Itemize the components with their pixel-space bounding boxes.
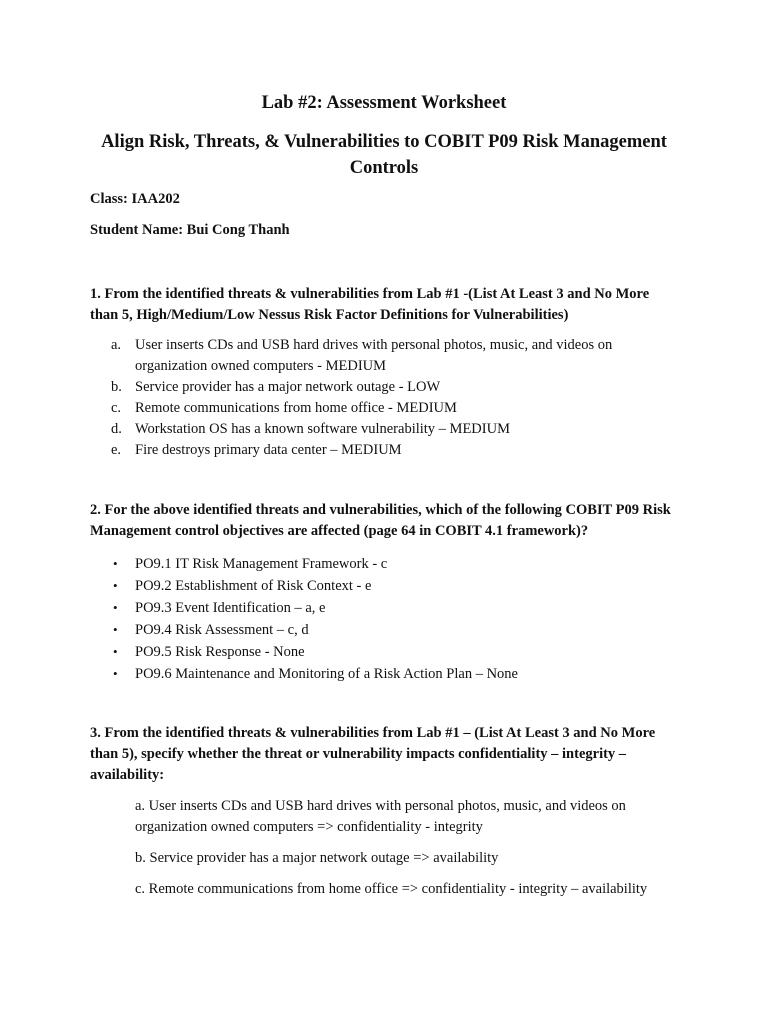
- question-2: 2. For the above identified threats and vulnerabilities, which of the following COBIT P09 Risk Management control objectives are affected (page 64 in COBIT 4.1 framework)?: [90, 502, 671, 539]
- list-item: [0, 575, 655, 597]
- list-item: [0, 377, 655, 398]
- bullet-icon: •: [113, 600, 118, 615]
- list-item-text: User inserts CDs and USB hard drives with personal photos, music, and videos on organization owned computers - MEDIUM: [135, 337, 613, 374]
- list-item-text: Service provider has a major network outage - LOW: [135, 379, 441, 395]
- list-item-text: Remote communications from home office - MEDIUM: [135, 400, 457, 416]
- list-item: [0, 440, 655, 461]
- list-item-text: Workstation OS has a known software vulnerability – MEDIUM: [135, 421, 510, 437]
- list-item-text: PO9.3 Event Identification – a, e: [135, 600, 326, 616]
- list-marker: a.: [111, 337, 122, 353]
- class-label: Class: IAA202: [90, 191, 180, 207]
- list-item: [0, 419, 655, 440]
- list-item-text: PO9.6 Maintenance and Monitoring of a Risk Action Plan – None: [135, 666, 518, 682]
- list-item: [0, 663, 655, 685]
- question-3-answer-b: b. Service provider has a major network outage => availability: [135, 850, 499, 866]
- question-3: 3. From the identified threats & vulnerabilities from Lab #1 – (List At Least 3 and No More than 5), specify whether the threat or vulnerability impacts confidentiality – integrity – availability:: [90, 725, 656, 783]
- question-3-answer-a: a. User inserts CDs and USB hard drives with personal photos, music, and videos on organization owned computers => confidentiality - integrity: [135, 798, 626, 835]
- document-subtitle: Align Risk, Threats, & Vulnerabilities to COBIT P09 Risk Management Controls: [101, 132, 667, 178]
- list-marker: c.: [111, 400, 122, 416]
- question-1: 1. From the identified threats & vulnerabilities from Lab #1 -(List At Least 3 and No More than 5, High/Medium/Low Nessus Risk Factor Definitions for Vulnerabilities): [90, 286, 650, 323]
- question-1-answer-list: [0, 335, 655, 461]
- document-title: Lab #2: Assessment Worksheet: [261, 93, 507, 113]
- list-item: [0, 619, 655, 641]
- list-item: [0, 597, 655, 619]
- list-item: [0, 641, 655, 663]
- bullet-icon: •: [113, 666, 118, 681]
- question-3-answer-c: c. Remote communications from home office => confidentiality - integrity – availability: [135, 881, 648, 897]
- list-item-text: PO9.2 Establishment of Risk Context - e: [135, 578, 372, 594]
- list-item-text: PO9.1 IT Risk Management Framework - c: [135, 556, 388, 572]
- list-item: [0, 335, 655, 377]
- list-marker: e.: [111, 442, 122, 458]
- list-item-text: Fire destroys primary data center – MEDIUM: [135, 442, 402, 458]
- list-marker: b.: [111, 379, 122, 395]
- question-2-answer-list: [0, 553, 655, 685]
- list-item: [0, 553, 655, 575]
- list-item: [0, 398, 655, 419]
- bullet-icon: •: [113, 578, 118, 593]
- bullet-icon: •: [113, 644, 118, 659]
- student-name-label: Student Name: Bui Cong Thanh: [90, 222, 290, 238]
- bullet-icon: •: [113, 622, 118, 637]
- list-item-text: PO9.5 Risk Response - None: [135, 644, 305, 660]
- bullet-icon: •: [113, 556, 118, 571]
- list-marker: d.: [111, 421, 122, 437]
- list-item-text: PO9.4 Risk Assessment – c, d: [135, 622, 309, 638]
